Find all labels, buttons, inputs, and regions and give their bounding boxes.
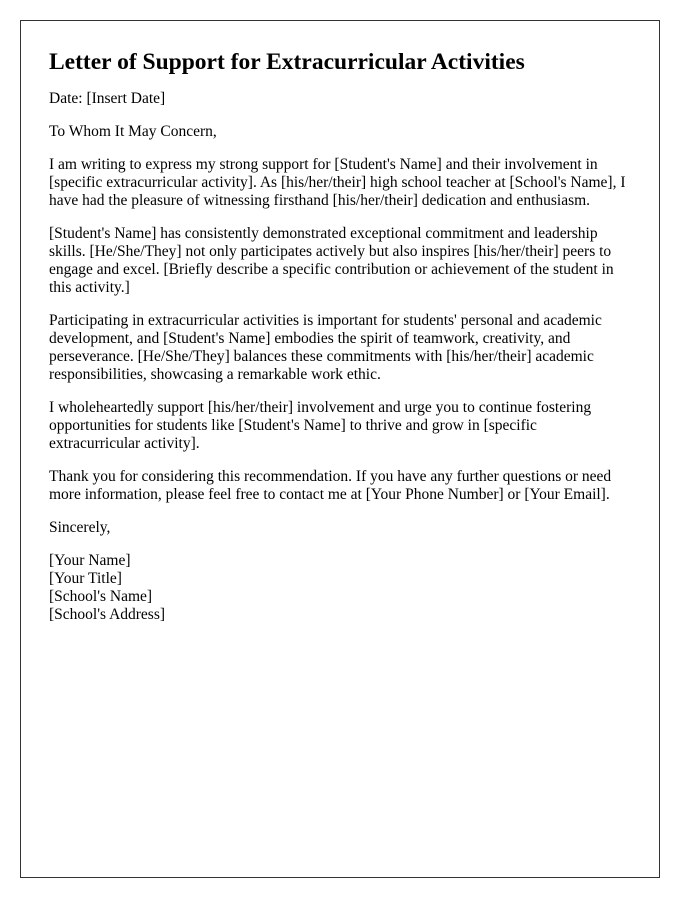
signature-name: [Your Name]	[49, 552, 131, 569]
signature-address: [School's Address]	[49, 606, 166, 623]
closing: Sincerely,	[49, 519, 111, 536]
signature-school: [School's Name]	[49, 588, 153, 605]
body-paragraph-importance: Participating in extracurricular activities is important for students' personal and academic development, and [Student's Name] embodies the spirit of teamwork, creativity, and perseverance. [He/She/They] balances these commitments with [his/her/their] academic responsibilities, showcasing a remarkable work ethic.	[49, 312, 602, 383]
date-line: Date: [Insert Date]	[49, 90, 166, 107]
letter-title: Letter of Support for Extracurricular Activities	[49, 49, 525, 75]
body-paragraph-intro: I am writing to express my strong support for [Student's Name] and their involvement in [specific extracurricular activity]. As [his/her/their] high school teacher at [School's Name], I have had the pleasure of witnessing firsthand [his/her/their] dedication and enthusiasm.	[49, 156, 626, 209]
body-paragraph-thanks: Thank you for considering this recommendation. If you have any further questions or need more information, please feel free to contact me at [Your Phone Number] or [Your Email].	[49, 468, 612, 503]
body-paragraph-commitment: [Student's Name] has consistently demonstrated exceptional commitment and leadership skills. [He/She/They] not only participates actively but also inspires [his/her/their] peers to engage and excel. [Briefly describe a specific contribution or achievement of the student in this activity.]	[49, 225, 614, 296]
body-paragraph-support: I wholeheartedly support [his/her/their] involvement and urge you to continue fostering opportunities for students like [Student's Name] to thrive and grow in [specific extracurricular activity].	[49, 399, 592, 452]
letter-page	[20, 20, 660, 878]
signature-title: [Your Title]	[49, 570, 122, 587]
salutation: To Whom It May Concern,	[49, 123, 217, 140]
signature-block	[49, 552, 631, 624]
